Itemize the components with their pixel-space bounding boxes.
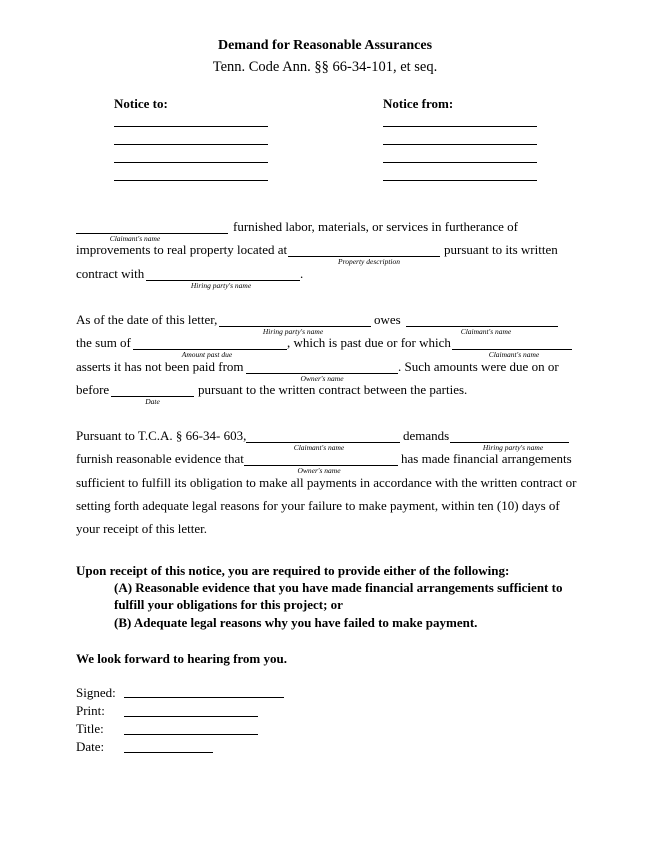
notice-to-line-1[interactable] <box>114 126 268 127</box>
p2-claimant-caption-2: Claimant's name <box>488 350 540 359</box>
p3-line1-text-a: Pursuant to T.C.A. § 66-34- 603, <box>76 428 247 443</box>
p2-line1-text-b: owes <box>374 312 401 327</box>
property-description-caption: Property description <box>337 257 400 266</box>
due-date-caption: Date <box>145 397 160 406</box>
p1-line2-text-a: improvements to real property located at <box>76 242 288 257</box>
notice-to-label: Notice to: <box>114 96 168 111</box>
p2-line3-text-b: . Such amounts were due on or <box>398 359 559 374</box>
p2-hiring-party-caption: Hiring party's name <box>262 327 324 336</box>
signed-label: Signed: <box>76 685 116 700</box>
p3-line4-text: setting forth adequate legal reasons for your failure to make payment, within ten (10) days of <box>76 498 560 513</box>
closing-text: We look forward to hearing from you. <box>76 651 287 666</box>
p1-line3-text-b: . <box>300 266 304 281</box>
p2-line1-text-a: As of the date of this letter, <box>76 312 218 327</box>
p1-line2-text-b: pursuant to its written <box>444 242 558 257</box>
p2-line3-text-a: asserts it has not been paid from <box>76 359 244 374</box>
p2-line2-text-a: the sum of <box>76 335 131 350</box>
p2-claimant-caption-1: Claimant's name <box>460 327 512 336</box>
claimant-name-caption: Claimant's name <box>109 234 161 243</box>
requirements-intro: Upon receipt of this notice, you are required to provide either of the following: <box>76 563 510 578</box>
date-field[interactable] <box>124 752 213 753</box>
p1-line1-text: furnished labor, materials, or services in furtherance of <box>233 219 519 234</box>
print-field[interactable] <box>124 716 258 717</box>
notice-to-line-3[interactable] <box>114 162 268 163</box>
amount-past-due-caption: Amount past due <box>181 350 233 359</box>
date-label: Date: <box>76 739 105 754</box>
p3-claimant-caption: Claimant's name <box>293 443 345 452</box>
notice-from-line-3[interactable] <box>383 162 537 163</box>
p3-owner-name-caption: Owner's name <box>297 466 341 475</box>
p3-hiring-party-caption: Hiring party's name <box>482 443 544 452</box>
signed-field[interactable] <box>124 697 284 698</box>
notice-to-line-4[interactable] <box>114 180 268 181</box>
p1-line3-text-a: contract with <box>76 266 145 281</box>
title-field[interactable] <box>124 734 258 735</box>
notice-from-line-2[interactable] <box>383 144 537 145</box>
document-subtitle: Tenn. Code Ann. §§ 66-34-101, et seq. <box>212 59 438 75</box>
notice-from-line-1[interactable] <box>383 126 537 127</box>
p3-line5-text: your receipt of this letter. <box>76 521 208 536</box>
p3-line1-text-b: demands <box>403 428 450 443</box>
title-label: Title: <box>76 721 104 736</box>
notice-from-line-4[interactable] <box>383 180 537 181</box>
notice-to-line-2[interactable] <box>114 144 268 145</box>
p3-line2-text-a: furnish reasonable evidence that <box>76 451 244 466</box>
p2-line2-text-b: , which is past due or for which <box>287 335 451 350</box>
notice-from-label: Notice from: <box>383 96 454 111</box>
requirement-a-line1: (A) Reasonable evidence that you have made financial arrangements sufficient to <box>114 580 563 595</box>
requirement-b: (B) Adequate legal reasons why you have failed to make payment. <box>114 615 478 630</box>
print-label: Print: <box>76 703 105 718</box>
document-title: Demand for Reasonable Assurances <box>217 38 433 53</box>
p3-line3-text: sufficient to fulfill its obligation to make all payments in accordance with the written contract or <box>76 475 577 490</box>
p2-line4-text-a: before <box>76 382 110 397</box>
p3-line2-text-b: has made financial arrangements <box>401 451 572 466</box>
p2-line4-text-b: pursuant to the written contract between the parties. <box>198 382 468 397</box>
requirement-a-line2: fulfill your obligations for this project; or <box>114 597 343 612</box>
p2-owner-name-caption: Owner's name <box>300 374 344 383</box>
hiring-party-name-caption: Hiring party's name <box>190 281 252 290</box>
